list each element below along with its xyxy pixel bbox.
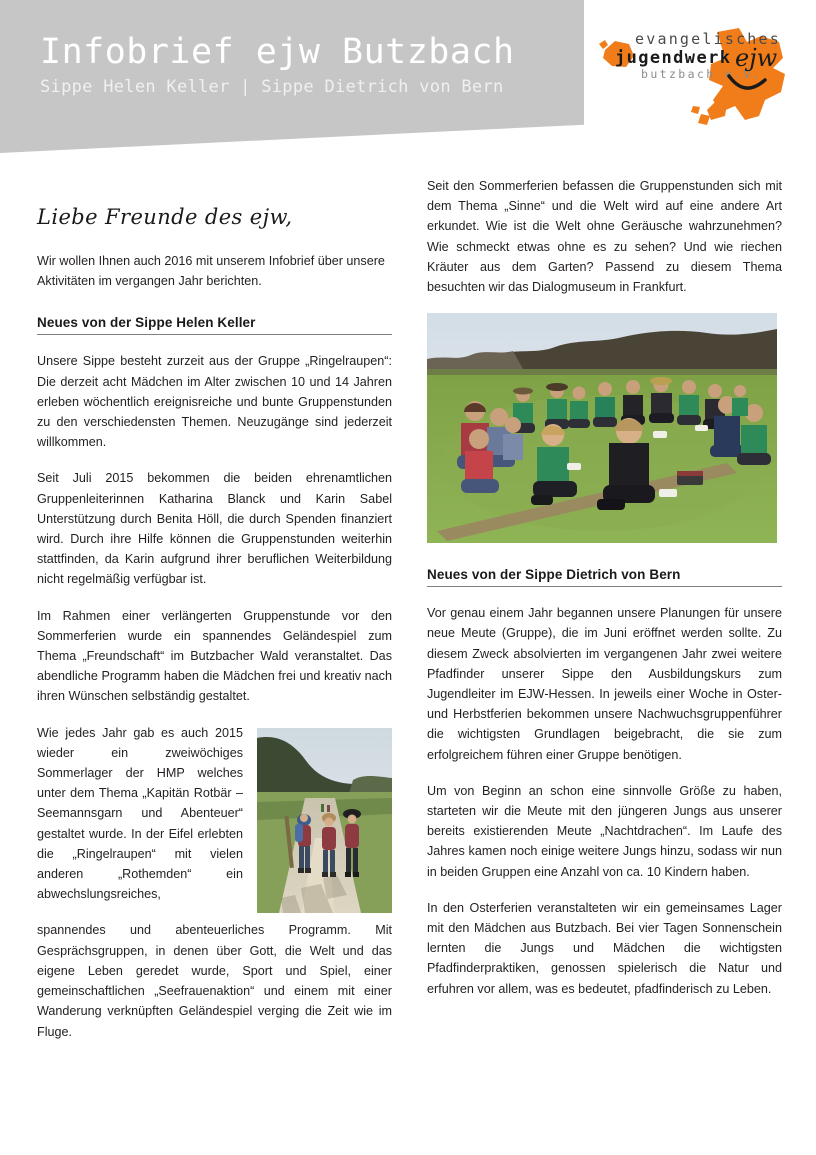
paragraph: Seit den Sommerferien befassen die Gruppenstunden sich mit dem Thema „Sinne“ und die Welt wird auf eine andere Art erkundet. Wie ist die Welt ohne Geräusche wahrzunehmen? Wie schmeckt etwas ohne es zu sehen? Und wie riechen Kräuter aus dem Garten? Passend zu diesem Thema besuchten wir das Dialogmuseum in Frankfurt. xyxy=(427,179,782,295)
page-subtitle: Sippe Helen Keller | Sippe Dietrich von Bern xyxy=(40,77,504,97)
section-heading-dietrich-von-bern: Neues von der Sippe Dietrich von Bern xyxy=(427,567,681,583)
paragraph: Wie jedes Jahr gab es auch 2015 wieder ein zweiwöchiges Sommerlager der HMP welches unter dem Thema „Kapitän Rotbär – Seemannsgarn und Abenteuer“ gestaltet wurde. In der Eifel erlebten die „Ringelraupen“ mit vielen anderen „Rothemden“ ein abwechslungsreiches, xyxy=(37,725,243,902)
lead-paragraph: Wir wollen Ihnen auch 2016 mit unserem Infobrief über unsere Aktivitäten im vergangen Jahr berichten. xyxy=(37,254,385,289)
section-divider xyxy=(427,586,782,587)
ejw-logo xyxy=(597,18,802,130)
group-circle-on-meadow-photo xyxy=(427,313,777,543)
paragraph: spannendes und abenteuerliches Programm. Mit Gesprächsgruppen, in denen über Gott, die Welt und das eigene Leben geredet wurde, Sport und Spiel, einer gemeinschaftlichen „Seefrauenaktion“ und einem mit einer Wanderung verknüpften Geländespiel verging die Zeit wie im Fluge. xyxy=(37,923,392,1039)
section-divider xyxy=(37,334,392,335)
svg-text:ejw: ejw xyxy=(735,44,778,72)
left-column xyxy=(37,160,392,1058)
paragraph: Um von Beginn an schon eine sinnvolle Größe zu haben, starteten wir die Meute mit den jüngeren Jungs aus unserer bereits existierenden Meute „Nachtdrachen“. Im Laufe des Jahres kamen noch einige weitere Jungs hinzu, sodass wir nun in beiden Gruppen eine Anzahl von ca. 10 Kindern haben. xyxy=(427,783,782,879)
page-title: Infobrief ejw Butzbach xyxy=(40,32,515,72)
document-body xyxy=(0,160,816,1090)
paragraph: Vor genau einem Jahr begannen unsere Planungen für unsere neue Meute (Gruppe), die im Juni eröffnet werden sollte. Zu diesem Zweck absolvierten im vergangenen Jahr zwei weitere Pfadfinder unserer Sippe den Ausbildungskurs zum Jugendleiter im EJW-Hessen. In jeweils einer Woche in Oster- und Herbstferien bekommen unsere Nachwuchsgruppenführer die wichtigsten Grundlagen beigebracht, die sie zum erfolgreichem führen einer Gruppe benötigen. xyxy=(427,606,782,762)
section-heading-helen-keller: Neues von der Sippe Helen Keller xyxy=(37,315,256,331)
header-title-block xyxy=(0,0,584,153)
paragraph: Unsere Sippe besteht zurzeit aus der Gruppe „Ringelraupen“: Die derzeit acht Mädchen im Alter zwischen 10 und 14 Jahren erleben wöchentlich ereignisreiche und bunte Gruppenstunden zu den verschiedensten Themen. Neuzugänge sind jederzeit willkommen. xyxy=(37,354,392,450)
svg-text:butzbach e.V.: butzbach e.V. xyxy=(641,67,763,81)
right-column xyxy=(427,160,782,1015)
svg-text:evangelisches: evangelisches xyxy=(635,30,781,48)
greeting-heading: Liebe Freunde des ejw, xyxy=(37,205,293,229)
svg-text:jugendwerk: jugendwerk xyxy=(615,48,732,68)
paragraph: Im Rahmen einer verlängerten Gruppenstunde vor den Sommerferien wurde ein spannendes Geländespiel zum Thema „Freundschaft“ im Butzbacher Wald veranstaltet. Das abendliche Programm haben die Mädchen frei und kreativ nach ihren Wünschen selbständig gestaltet. xyxy=(37,608,392,704)
hikers-on-path-photo xyxy=(257,728,392,913)
paragraph: In den Osterferien veranstalteten wir ein gemeinsames Lager mit den Mädchen aus Butzbach. Bei vier Tagen Sonnenschein lernten die Jungs und Mädchen die wichtigsten Pfadfinderpraktiken, genossen spielerisch die Natur und erfuhren vor allem, was es bedeutet, pfadfinderisch zu Leben. xyxy=(427,900,782,996)
paragraph: Seit Juli 2015 bekommen die beiden ehrenamtlichen Gruppenleiterinnen Katharina Blanck und Karin Sabel Unterstützung durch Benita Höll, die durch Spenden finanziert wird. Durch ihre Hilfe können die Gruppenstunden weiterhin stattfinden, da Karin aufgrund ihrer beruflichen Weiterbildung nicht regelmäßig verfügbar ist. xyxy=(37,471,392,587)
